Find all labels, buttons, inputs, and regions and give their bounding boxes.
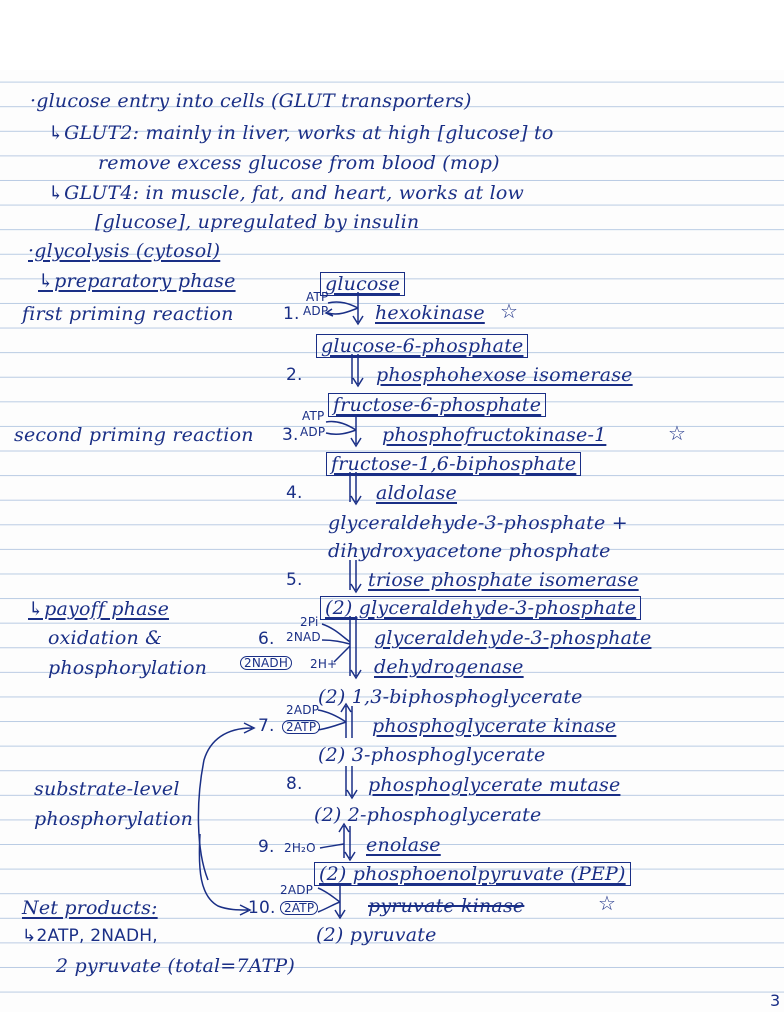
cofactor-2nadh: 2NADH (240, 656, 292, 670)
cofactor-atp-3: ATP (302, 409, 325, 423)
cofactor-curve-1 (326, 302, 358, 316)
enzyme-aldolase: aldolase (376, 482, 458, 504)
cofactor-curve-7 (318, 710, 346, 730)
cofactor-2h2o: 2H₂O (284, 841, 316, 855)
note-glut2: ↳GLUT2: mainly in liver, works at high [glucose] to (48, 122, 554, 144)
enzyme-phosphoglycerate-kinase: phosphoglycerate kinase (372, 715, 617, 737)
cofactor-curve-3 (326, 422, 356, 435)
cofactor-2atp-10: 2ATP (280, 901, 318, 915)
cofactor-adp-3: ADP (300, 425, 326, 439)
metabolite-dhap: dihydroxyacetone phosphate (328, 540, 611, 562)
enzyme-gapdh-line2: dehydrogenase (374, 656, 524, 678)
star-icon: ☆ (500, 299, 519, 323)
step-number-9: 9. (258, 837, 275, 857)
metabolite-gap-2: (2) glyceraldehyde-3-phosphate (320, 596, 641, 620)
enzyme-triose-phosphate-isomerase: triose phosphate isomerase (368, 569, 639, 591)
arrow-step-8 (346, 766, 357, 798)
arrow-step-7 (341, 704, 352, 738)
arrow-step-2 (352, 354, 363, 386)
cofactor-curve-6 (322, 624, 350, 662)
arrow-step-6 (350, 616, 361, 678)
label-first-priming: first priming reaction (22, 303, 234, 325)
label-net-products: Net products: (22, 897, 158, 919)
step-number-2: 2. (286, 365, 303, 385)
arrow-substrate-to-step7 (198, 723, 254, 880)
label-phosphorylation: phosphorylation (48, 657, 208, 679)
label-substrate-level: substrate-level (34, 778, 180, 800)
cofactor-2adp-7: 2ADP (286, 703, 320, 717)
note-glucose-entry: ·glucose entry into cells (GLUT transporters) (30, 90, 472, 112)
cofactor-atp-1: ATP (306, 290, 329, 304)
metabolite-f6p: fructose-6-phosphate (328, 393, 546, 417)
note-glut2-cont: remove excess glucose from blood (mop) (98, 152, 500, 174)
label-second-priming: second priming reaction (14, 424, 254, 446)
metabolite-pep: (2) phosphoenolpyruvate (PEP) (314, 862, 631, 886)
note-glycolysis-heading: ·glycolysis (cytosol) (28, 240, 221, 262)
cofactor-2atp-7: 2ATP (282, 720, 320, 734)
metabolite-f16bp: fructose-1,6-biphosphate (326, 452, 581, 476)
arrow-substrate-to-step10 (199, 834, 250, 915)
enzyme-gapdh-line1: glyceraldehyde-3-phosphate (374, 627, 652, 649)
cofactor-2nad: 2NAD (286, 630, 321, 644)
enzyme-pyruvate-kinase: pyruvate kinase (368, 895, 525, 917)
step-number-8: 8. (286, 774, 303, 794)
step-number-4: 4. (286, 483, 303, 503)
step-number-1: 1. (283, 304, 300, 324)
label-net-line1: ↳2ATP, 2NADH, (22, 926, 158, 946)
cofactor-2h: 2H+ (310, 657, 338, 671)
arrow-step-9 (339, 824, 355, 860)
enzyme-phosphoglycerate-mutase: phosphoglycerate mutase (368, 774, 621, 796)
enzyme-enolase: enolase (366, 834, 441, 856)
cofactor-2pi: 2Pi (300, 615, 319, 629)
label-net-line2: 2 pyruvate (total=7ATP) (56, 955, 296, 977)
page-number: 3 (770, 991, 781, 1010)
metabolite-13bpg: (2) 1,3-biphosphoglycerate (318, 686, 583, 708)
step-number-3: 3. (282, 425, 299, 445)
enzyme-phosphohexose-isomerase: phosphohexose isomerase (376, 364, 633, 386)
step-number-6: 6. (258, 629, 275, 649)
enzyme-hexokinase: hexokinase (375, 302, 485, 324)
label-oxidation: oxidation & (48, 627, 163, 649)
step-number-10: 10. (248, 898, 276, 918)
cofactor-curve-9 (320, 844, 344, 848)
note-glut4: ↳GLUT4: in muscle, fat, and heart, works at low (48, 182, 525, 204)
metabolite-3pg: (2) 3-phosphoglycerate (318, 744, 546, 766)
star-icon: ☆ (598, 891, 617, 915)
enzyme-pfk1: phosphofructokinase-1 (382, 424, 607, 446)
metabolite-g6p: glucose-6-phosphate (316, 334, 528, 358)
cofactor-2adp-10: 2ADP (280, 883, 314, 897)
label-substrate-phosphorylation: phosphorylation (34, 808, 194, 830)
metabolite-pyruvate: (2) pyruvate (316, 924, 437, 946)
cofactor-curve-10 (318, 888, 340, 912)
note-glut4-cont: [glucose], upregulated by insulin (95, 211, 420, 233)
arrow-step-10 (335, 884, 345, 918)
metabolite-gap-plus: glyceraldehyde-3-phosphate + (328, 512, 628, 534)
step-number-7: 7. (258, 716, 275, 736)
label-payoff-phase: ↳payoff phase (28, 598, 170, 620)
arrow-step-5 (350, 560, 361, 592)
arrow-step-4 (350, 472, 361, 504)
metabolite-glucose: glucose (320, 272, 405, 296)
note-preparatory-phase: ↳preparatory phase (38, 270, 236, 292)
star-icon: ☆ (668, 421, 687, 445)
cofactor-adp-1: ADP (303, 304, 329, 318)
metabolite-2pg: (2) 2-phosphoglycerate (314, 804, 542, 826)
step-number-5: 5. (286, 570, 303, 590)
